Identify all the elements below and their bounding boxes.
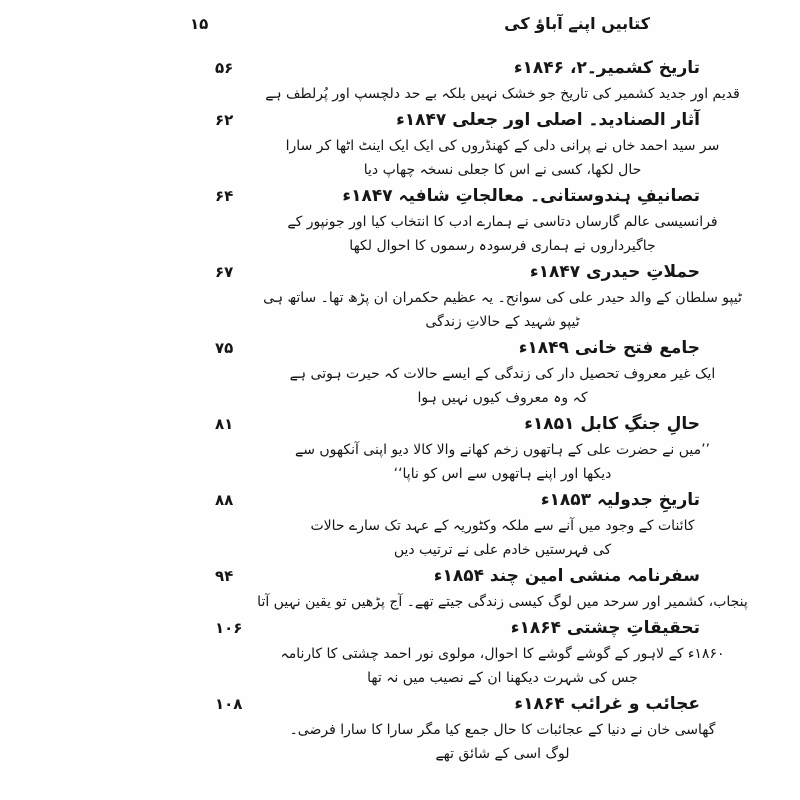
entry-page-number: ۹۴ — [215, 567, 234, 585]
toc-entry — [215, 182, 718, 258]
entry-page-number: ۱۰۶ — [215, 619, 243, 637]
entry-title-row — [215, 690, 700, 718]
entry-description-line: لوگ اسی کے شائق تھے — [435, 746, 570, 762]
toc-entry — [215, 410, 711, 486]
entry-title-row — [215, 334, 700, 362]
entry-description-line: فرانسیسی عالم گارساں دتاسی نے ہمارے ادب کا انتخاب کیا اور جونپور کے — [287, 214, 718, 230]
entry-description — [215, 134, 790, 182]
entry-page-number: ۸۱ — [215, 415, 234, 433]
entry-page-number: ۷۵ — [215, 339, 234, 357]
entry-title-row — [215, 410, 700, 438]
entry-description — [215, 438, 790, 486]
entry-title-row — [215, 486, 700, 514]
toc-entry — [215, 690, 716, 766]
toc-entry — [215, 258, 742, 334]
entry-description-line: جاگیرداروں نے ہماری فرسودہ رسموں کا احوال لکھا — [349, 238, 656, 254]
entry-description — [215, 642, 790, 690]
entry-description — [215, 210, 790, 258]
entry-page-number: ۶۲ — [215, 111, 234, 129]
entry-title: حملاتِ حیدری ۱۸۴۷ء — [529, 262, 700, 282]
entry-description-line: حال لکھا، کسی نے اس کا جعلی نسخہ چھاپ دیا — [363, 162, 642, 178]
entry-description-line: ایک غیر معروف تحصیل دار کی زندگی کے ایسے حالات کہ حیرت ہوتی ہے — [289, 366, 716, 382]
entry-description — [215, 514, 790, 562]
entry-description-line: ’’میں نے حضرت علی کے ہاتھوں زخم کھانے والا کالا دیو اپنی آنکھوں سے — [294, 442, 711, 458]
entry-description-line: ۱۸۶۰ء کے لاہور کے گوشے گوشے کا احوال، مولوی نور احمد چشتی کا کارنامہ — [280, 646, 725, 662]
entry-description — [215, 82, 790, 106]
entry-page-number: ۵۶ — [215, 59, 234, 77]
entry-description-line: جس کی شہرت دیکھنا ان کے نصیب میں نہ تھا — [367, 670, 638, 686]
entry-page-number: ۸۸ — [215, 491, 234, 509]
entry-description — [215, 718, 790, 766]
entry-title: تاریخِ جدولیہ ۱۸۵۳ء — [540, 490, 700, 510]
entry-description-line: سر سید احمد خاں نے پرانی دلی کے کھنڈروں کی ایک ایک اینٹ اٹھا کر سارا — [285, 138, 720, 154]
entry-title: جامع فتح خانی ۱۸۴۹ء — [518, 338, 700, 358]
entry-description-line: کائنات کے وجود میں آنے سے ملکہ وکٹوریہ کے عہد تک سارے حالات — [310, 518, 695, 534]
entry-description — [215, 590, 790, 614]
toc-entry — [215, 486, 700, 562]
toc-entry — [215, 562, 748, 614]
entry-description-line: ٹیپو شہید کے حالاتِ زندگی — [425, 314, 580, 330]
table-of-contents — [0, 54, 800, 766]
entry-description — [215, 362, 790, 410]
entry-title: آثار الصنادید۔ اصلی اور جعلی ۱۸۴۷ء — [396, 110, 700, 130]
entry-title: تاریخ کشمیر۔۲، ۱۸۴۶ء — [513, 58, 700, 78]
entry-title: عجائب و غرائب ۱۸۶۴ء — [514, 694, 700, 714]
entry-title-row — [215, 182, 700, 210]
entry-page-number: ۶۴ — [215, 187, 234, 205]
entry-title: حالِ جنگِ کابل ۱۸۵۱ء — [524, 414, 700, 434]
entry-description-line: کہ وہ معروف کیوں نہیں ہوا — [417, 390, 588, 406]
entry-description-line: قدیم اور جدید کشمیر کی تاریخ جو خشک نہیں بلکہ بے حد دلچسپ اور پُرلطف ہے — [265, 86, 740, 102]
entry-description-line: کی فہرستیں خادم علی نے ترتیب دیں — [393, 542, 612, 558]
entry-description-line: گھاسی خان نے دنیا کے عجائبات کا حال جمع کیا مگر سارا کا سارا فرضی۔ — [289, 722, 716, 738]
entry-description-line: ٹیپو سلطان کے والد حیدر علی کی سوانح۔ یہ عظیم حکمران ان پڑھ تھا۔ ساتھ ہی — [263, 290, 742, 306]
entry-description-line: پنجاب، کشمیر اور سرحد میں لوگ کیسی زندگی جیتے تھے۔ آج پڑھیں تو یقین نہیں آتا — [257, 594, 748, 610]
entry-description — [215, 286, 790, 334]
entry-page-number: ۶۷ — [215, 263, 234, 281]
toc-entry — [215, 614, 725, 690]
entry-title-row — [215, 106, 700, 134]
folio-page-number: ۱۵ — [190, 15, 209, 33]
page-header — [0, 14, 800, 46]
toc-entry — [215, 106, 720, 182]
entry-title-row — [215, 54, 700, 82]
entry-title: سفرنامہ منشی امین چند ۱۸۵۴ء — [433, 566, 700, 586]
entry-title-row — [215, 614, 700, 642]
entry-title-row — [215, 258, 700, 286]
entry-title: تصانیفِ ہندوستانی۔ معالجاتِ شافیہ ۱۸۴۷ء — [342, 186, 700, 206]
entry-page-number: ۱۰۸ — [215, 695, 243, 713]
entry-title-row — [215, 562, 700, 590]
book-title: کتابیں اپنے آباؤ کی — [504, 14, 650, 33]
entry-description-line: دیکھا اور اپنے ہاتھوں سے اس کو ناپا‘‘ — [393, 466, 612, 482]
toc-entry — [215, 54, 740, 106]
toc-entry — [215, 334, 716, 410]
entry-title: تحقیقاتِ چشتی ۱۸۶۴ء — [510, 618, 700, 638]
